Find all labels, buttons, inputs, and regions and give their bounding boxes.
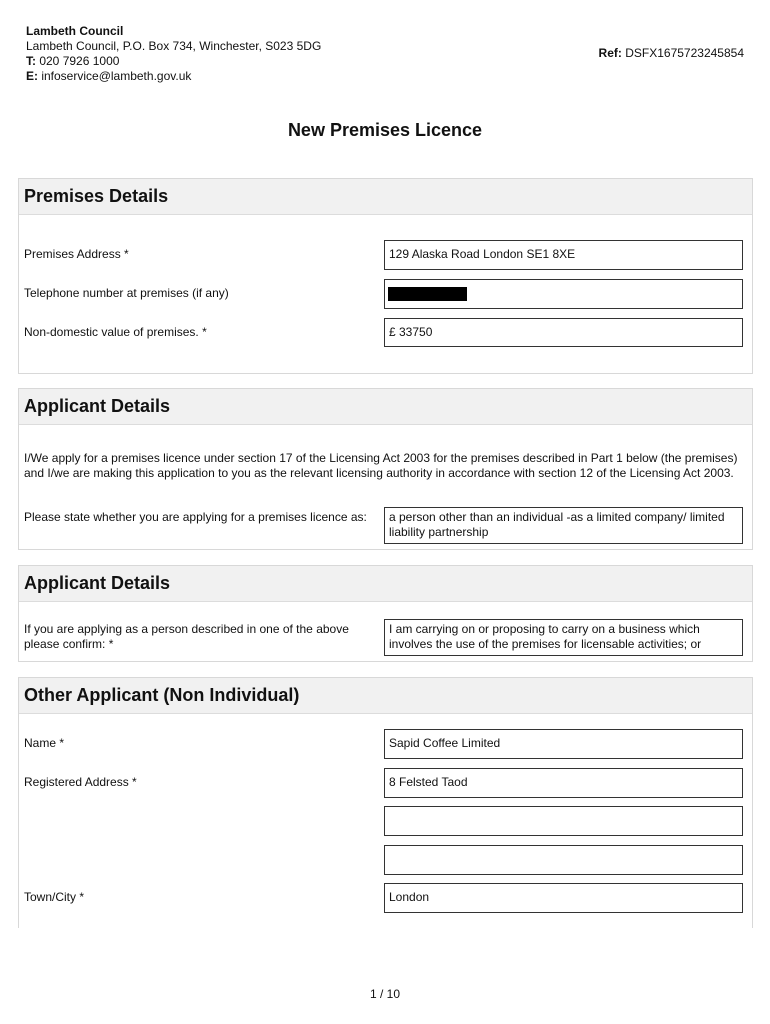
confirm-field[interactable]: I am carrying on or proposing to carry on a business which involves the use of the premises for licensable activities; or — [384, 619, 743, 656]
nondomestic-value-field[interactable]: £ 33750 — [384, 318, 743, 347]
redaction-bar — [388, 287, 467, 301]
town-city-label: Town/City * — [24, 890, 85, 904]
registered-address-line-1-field[interactable]: 8 Felsted Taod — [384, 768, 743, 798]
premises-address-label: Premises Address * — [24, 247, 129, 261]
ref-label: Ref: — [598, 46, 622, 60]
document-title: New Premises Licence — [287, 120, 483, 140]
council-email — [26, 69, 321, 84]
registered-address-line-2-field[interactable] — [384, 806, 743, 836]
council-name: Lambeth Council — [26, 24, 124, 38]
section-heading: Other Applicant (Non Individual) — [19, 678, 752, 714]
applying-as-label: Please state whether you are applying for a premises licence as: — [24, 510, 367, 524]
name-label: Name * — [24, 736, 65, 750]
email-value: infoservice@lambeth.gov.uk — [38, 69, 192, 83]
section-heading: Premises Details — [19, 179, 752, 215]
confirm-label: If you are applying as a person described in one of the above please confirm: * — [24, 622, 349, 651]
council-contact-block — [26, 24, 321, 84]
section-heading: Applicant Details — [19, 566, 752, 602]
application-statement: I/We apply for a premises licence under section 17 of the Licensing Act 2003 for the premises described in Part 1 below (the premises) and I/we are making this application to you as the relevant licensing authority in accordance with section 12 of the Licensing Act 2003. — [24, 451, 738, 480]
nondomestic-value-label: Non-domestic value of premises. * — [24, 325, 207, 339]
section-heading: Applicant Details — [19, 389, 752, 425]
reference — [599, 46, 744, 60]
email-label: E: — [26, 69, 38, 83]
premises-address-field[interactable]: 129 Alaska Road London SE1 8XE — [384, 240, 743, 270]
phone-value: 020 7926 1000 — [36, 54, 120, 68]
registered-address-line-3-field[interactable] — [384, 845, 743, 875]
applying-as-field[interactable]: a person other than an individual -as a limited company/ limited liability partnership — [384, 507, 743, 544]
name-field[interactable]: Sapid Coffee Limited — [384, 729, 743, 759]
premises-phone-label: Telephone number at premises (if any) — [24, 286, 229, 300]
town-city-field[interactable]: London — [384, 883, 743, 913]
council-phone — [26, 54, 321, 69]
page-number: 1 / 10 — [369, 987, 401, 1001]
registered-address-label: Registered Address * — [24, 775, 137, 789]
council-address: Lambeth Council, P.O. Box 734, Winchester, S023 5DG — [26, 39, 322, 53]
phone-label: T: — [26, 54, 36, 68]
ref-value: DSFX1675723245854 — [621, 46, 744, 60]
